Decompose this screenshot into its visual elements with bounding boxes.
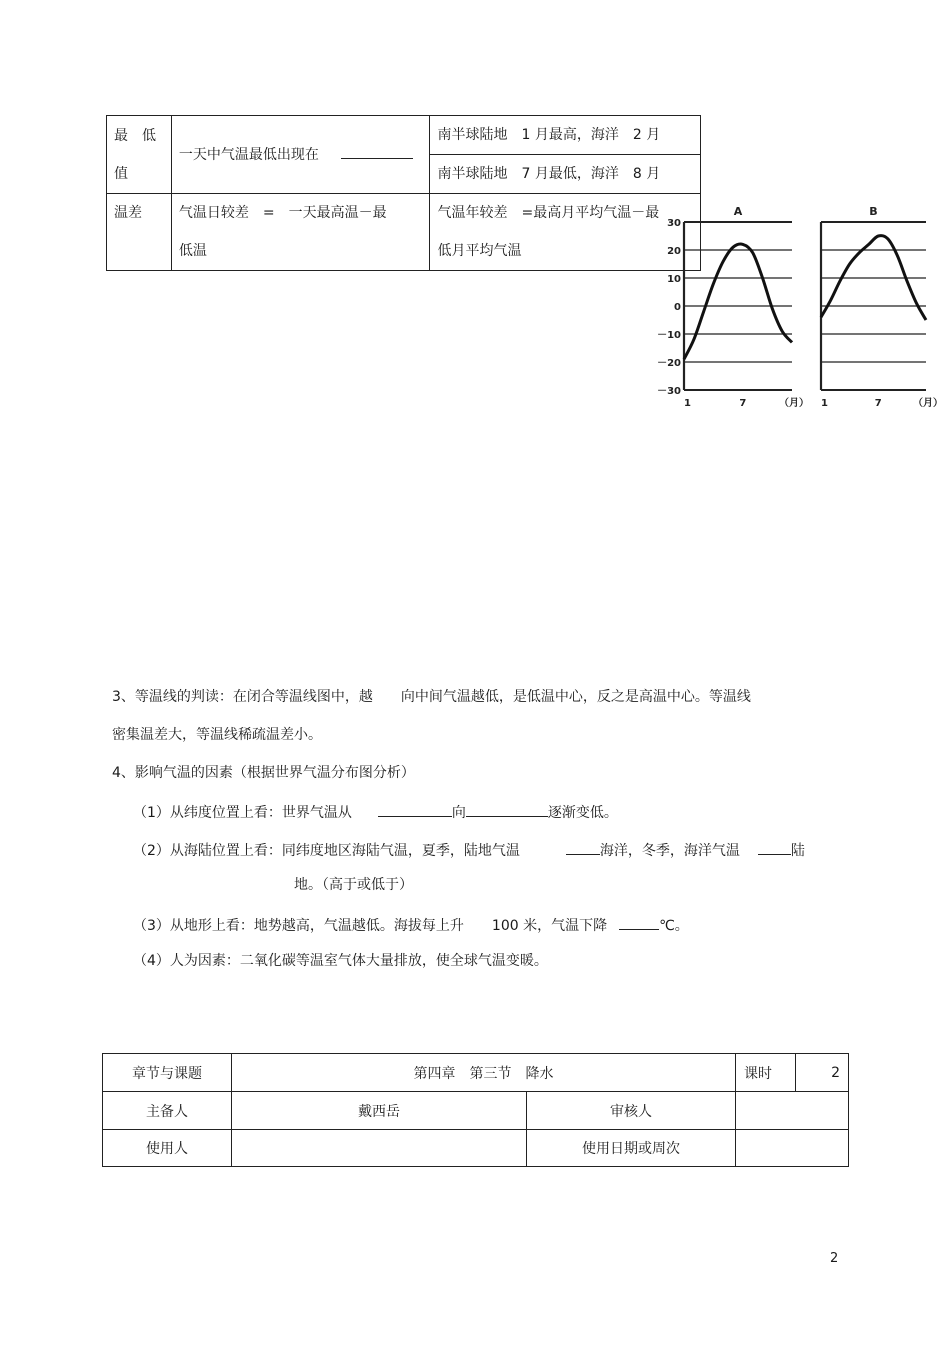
chart-b <box>821 205 943 409</box>
chapter-label: 章节与课题 <box>103 1054 232 1092</box>
factor-land-sea: （2）从海陆位置上看：同纬度地区海陆气温，夏季，陆地气温 海洋，冬季，海洋气温 陆 <box>133 838 805 861</box>
chart-a <box>657 205 809 409</box>
range-label: 温差 <box>107 194 172 271</box>
preparer-label: 主备人 <box>103 1092 232 1130</box>
chart-title: A <box>733 205 743 218</box>
factor-terrain: （3）从地形上看：地势越高，气温越低。海拔每上升 100 米，气温下降 ℃。 <box>133 913 689 936</box>
y-tick-label: －10 <box>657 330 681 341</box>
lesson-info-table <box>102 1053 849 1167</box>
user-value[interactable] <box>232 1130 527 1167</box>
blank-lapse-rate[interactable] <box>619 913 659 930</box>
x-tick-label: 7 <box>874 398 882 409</box>
page-number: 2 <box>830 1251 839 1266</box>
user-label: 使用人 <box>103 1130 232 1167</box>
reviewer-value[interactable] <box>736 1092 849 1130</box>
reviewer-label: 审核人 <box>527 1092 736 1130</box>
temperature-table <box>106 115 701 271</box>
blank-daily-min-time[interactable] <box>341 142 413 159</box>
chapter-value: 第四章 第三节 降水 <box>232 1054 736 1092</box>
factors-title: 4、影响气温的因素（根据世界气温分布图分析） <box>112 765 415 781</box>
x-tick-label: 1 <box>684 398 691 409</box>
chart-title: B <box>869 205 878 218</box>
factor-human: （4）人为因素：二氧化碳等温室气体大量排放，使全球气温变暖。 <box>133 953 548 969</box>
factor-latitude: （1）从纬度位置上看：世界气温从 向 逐渐变低。 <box>133 800 618 823</box>
y-tick-label: 10 <box>667 274 681 285</box>
period-value: 2 <box>796 1054 849 1092</box>
min-value-label: 最 低 值 <box>107 116 172 194</box>
daily-range-cell: 气温日较差 = 一天最高温－最 低温 <box>171 194 429 271</box>
blank-latitude-to[interactable] <box>466 800 548 817</box>
southern-hemisphere-min: 南半球陆地 7 月最低，海洋 8 月 <box>429 155 700 194</box>
preparer-value: 戴西岳 <box>232 1092 527 1130</box>
x-tick-label: （月） <box>913 398 943 409</box>
blank-summer-land[interactable] <box>566 838 600 855</box>
isotherm-line-1: 3、等温线的判读：在闭合等温线图中，越 向中间气温越低，是低温中心，反之是高温中心。等温线 <box>112 689 751 705</box>
blank-latitude-from[interactable] <box>378 800 452 817</box>
x-tick-label: （月） <box>779 398 809 409</box>
blank-winter-ocean[interactable] <box>758 838 791 855</box>
date-value[interactable] <box>736 1130 849 1167</box>
y-tick-label: 30 <box>667 218 681 229</box>
southern-hemisphere-max: 南半球陆地 1 月最高，海洋 2 月 <box>429 116 700 155</box>
y-tick-label: －20 <box>657 358 681 369</box>
daily-min-cell: 一天中气温最低出现在 <box>171 116 429 194</box>
y-tick-label: 0 <box>674 302 681 313</box>
x-tick-label: 1 <box>821 398 828 409</box>
y-tick-label: －30 <box>657 386 681 397</box>
date-label: 使用日期或周次 <box>527 1130 736 1167</box>
factor-land-sea-cont: 地。（高于或低于） <box>294 877 413 893</box>
climate-charts <box>648 200 946 415</box>
x-tick-label: 7 <box>739 398 747 409</box>
period-label: 课时 <box>736 1054 796 1092</box>
annual-range-cell: 气温年较差 =最高月平均气温－最 低月平均气温 <box>429 194 700 271</box>
isotherm-line-2: 密集温差大，等温线稀疏温差小。 <box>112 727 322 743</box>
temperature-curve <box>684 244 792 359</box>
y-tick-label: 20 <box>667 246 681 257</box>
